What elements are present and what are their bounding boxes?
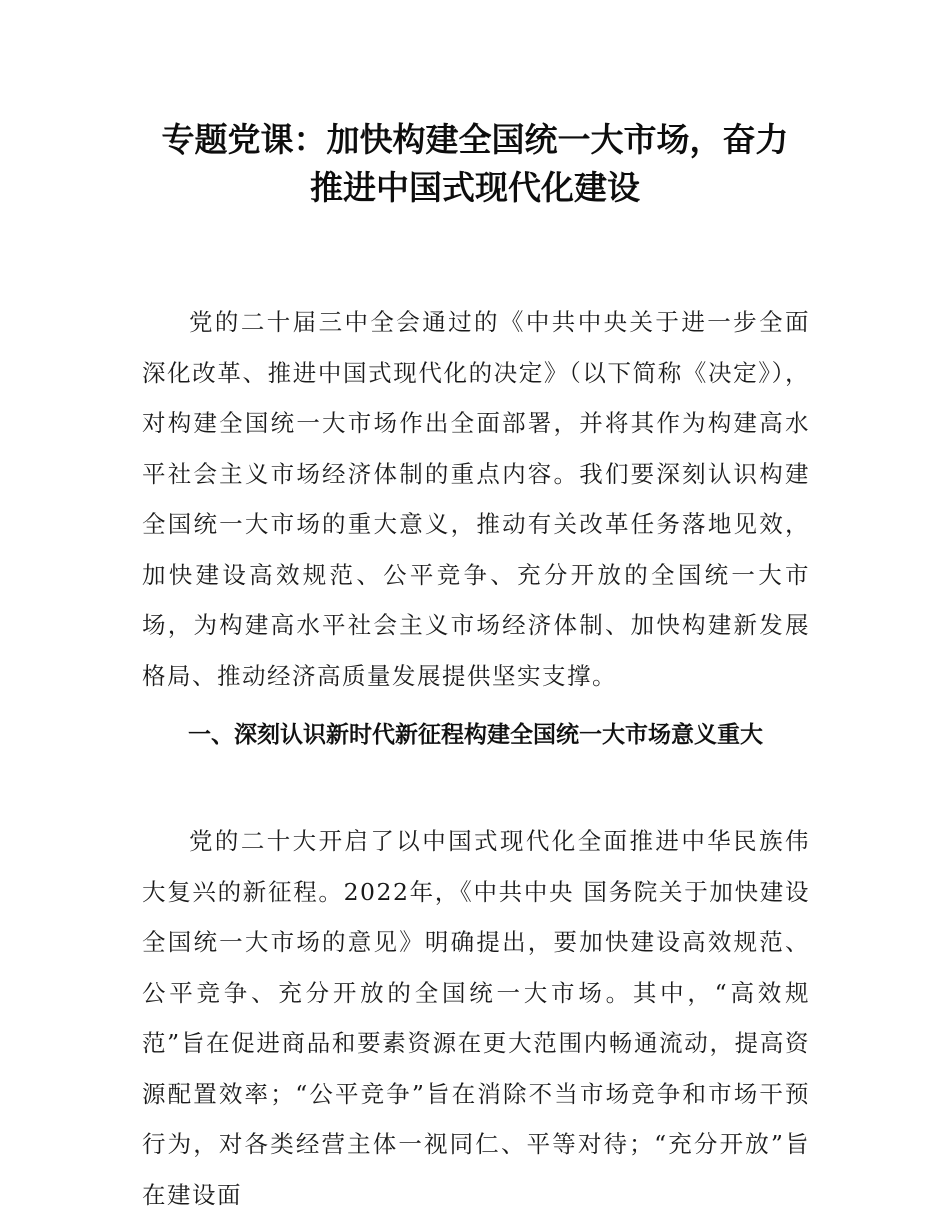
section-1-heading: 一、深刻认识新时代新征程构建全国统一大市场意义重大	[188, 722, 763, 748]
document-title-line-1: 专题党课：加快构建全国统一大市场，奋力	[161, 120, 789, 159]
section-1-paragraph: 党的二十大开启了以中国式现代化全面推进中华民族伟大复兴的新征程。2022年，《中共中央 国务院关于加快建设全国统一大市场的意见》明确提出，要加快建设高效规范、公平竞争、充分开放的全国统一大市场。其中，“高效规范”旨在促进商品和要素资源在更大范围内畅通流动，提高资源配置效率；“公平竞争”旨在消除不当市场竞争和市场干预行为，对各类经营主体一视同仁、平等对待；“充分开放”旨在建设面	[142, 827, 810, 1209]
intro-paragraph: 党的二十届三中全会通过的《中共中央关于进一步全面深化改革、推进中国式现代化的决定》（以下简称《决定》），对构建全国统一大市场作出全面部署，并将其作为构建高水平社会主义市场经济体制的重点内容。我们要深刻认识构建全国统一大市场的重大意义，推动有关改革任务落地见效，加快建设高效规范、公平竞争、充分开放的全国统一大市场，为构建高水平社会主义市场经济体制、加快构建新发展格局、推动经济高质量发展提供坚实支撑。	[142, 308, 810, 690]
document-title-line-2: 推进中国式现代化建设	[310, 168, 640, 207]
